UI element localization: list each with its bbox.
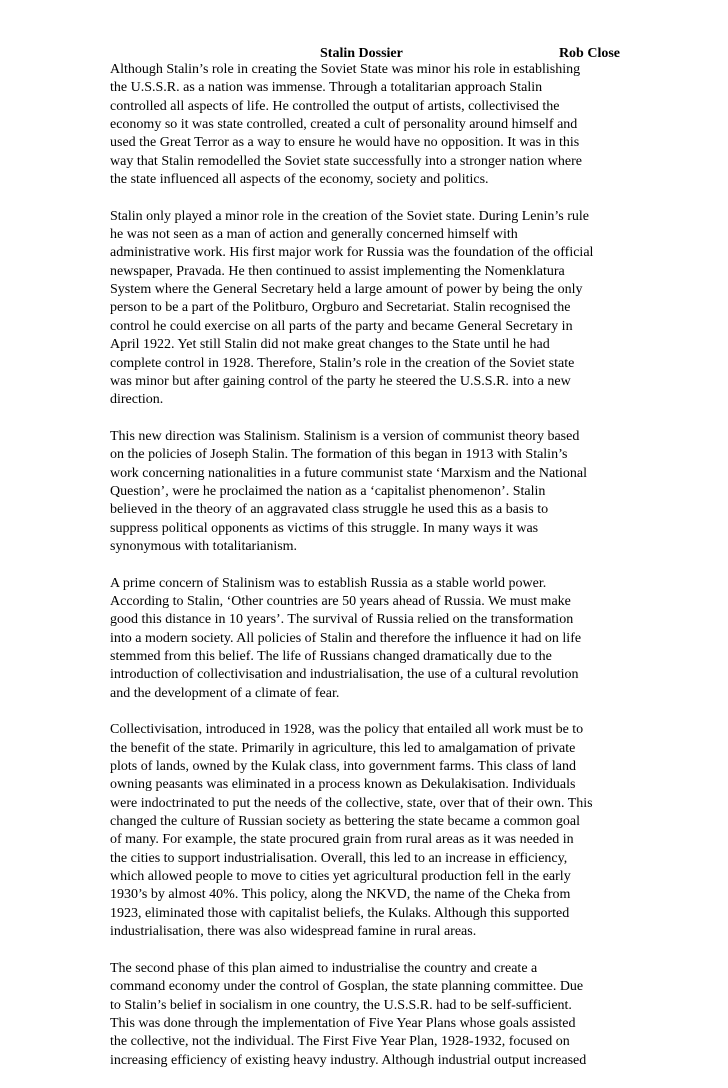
text-line: plots of lands, owned by the Kulak class, into government farms. This class of land (110, 759, 576, 775)
text-line: and the development of a climate of fear. (110, 685, 340, 701)
text-line: direction. (110, 392, 164, 408)
text-line: System where the General Secretary held a large amount of power by being the only (110, 282, 583, 298)
text-line: the collective, not the individual. The First Five Year Plan, 1928-1932, focused on (110, 1034, 570, 1050)
text-line: Collectivisation, introduced in 1928, was the policy that entailed all work must be to (110, 722, 584, 738)
text-line: suppress political opponents as victims of this struggle. In many ways it was (110, 520, 539, 536)
text-line: industrialisation, there was also widespread famine in rural areas. (110, 924, 477, 940)
text-line: April 1922. Yet still Stalin did not make great changes to the State until he had (110, 337, 550, 353)
text-line: way that Stalin remodelled the Soviet state successfully into a stronger nation where (110, 153, 582, 169)
text-line: the benefit of the state. Primarily in agriculture, this led to amalgamation of private (110, 740, 576, 756)
text-line: A prime concern of Stalinism was to establish Russia as a stable world power. (110, 575, 547, 591)
text-line: used the Great Terror as a way to ensure he would have no opposition. It was in this (110, 135, 580, 151)
document-body (110, 61, 620, 1088)
text-line: Although Stalin’s role in creating the Soviet State was minor his role in establishing (110, 62, 581, 77)
text-line: he was not seen as a man of action and generally concerned himself with (110, 227, 518, 243)
text-line: newspaper, Pravada. He then continued to assist implementing the Nomenklatura (110, 263, 565, 279)
text-line: The second phase of this plan aimed to industrialise the country and create a (110, 960, 538, 976)
text-line: person to be a part of the Politburo, Orgburo and Secretariat. Stalin recognised the (110, 300, 571, 316)
text-line: the U.S.S.R. as a nation was immense. Through a totalitarian approach Stalin (110, 80, 543, 96)
text-line: work concerning nationalities in a future communist state ‘Marxism and the National (110, 465, 588, 481)
text-line: to Stalin’s belief in socialism in one country, the U.S.S.R. had to be self-sufficient. (110, 997, 572, 1013)
text-line: were indoctrinated to put the needs of the collective, state, over that of their own. This (110, 795, 593, 811)
paragraph (110, 960, 620, 1070)
text-line: the state influenced all aspects of the economy, society and politics. (110, 172, 489, 188)
paragraph (110, 208, 620, 410)
author-name: Rob Close (558, 46, 620, 61)
text-line: on the policies of Joseph Stalin. The formation of this began in 1913 with Stalin’s (110, 447, 568, 463)
text-line: stemmed from this belief. The life of Russians changed dramatically due to the (110, 649, 552, 664)
text-line: 1923, eliminated those with capitalist beliefs, the Kulaks. Although this supported (110, 905, 570, 921)
text-line: increasing efficiency of existing heavy industry. Although industrial output increased (110, 1052, 587, 1068)
text-line: Question’, were he proclaimed the nation as a ‘capitalist phenomenon’. Stalin (110, 483, 546, 499)
text-line: This was done through the implementation of Five Year Plans whose goals assisted (110, 1015, 576, 1031)
text-line: which allowed people to move to cities yet agricultural production fell in the early (110, 869, 571, 885)
paragraph (110, 721, 620, 941)
text-line: command economy under the control of Gosplan, the state planning committee. Due (110, 979, 584, 995)
paragraph (110, 428, 620, 556)
paragraph (110, 61, 620, 189)
text-line: 1930’s by almost 40%. This policy, along the NKVD, the name of the Cheka from (110, 887, 571, 903)
text-line: This new direction was Stalinism. Stalinism is a version of communist theory based (110, 428, 580, 444)
document-title: Stalin Dossier (320, 46, 403, 61)
text-line: complete control in 1928. Therefore, Stalin’s role in the creation of the Soviet state (110, 355, 575, 371)
text-line: the cities to support industrialisation. Overall, this led to an increase in efficiency, (110, 850, 568, 866)
text-line: believed in the theory of an aggravated class struggle he used this as a basis to (110, 502, 549, 518)
text-line: control he could exercise on all parts of the party and became General Secretary in (110, 318, 573, 334)
text-line: Stalin only played a minor role in the creation of the Soviet state. During Lenin’s rule (110, 208, 589, 224)
text-line: controlled all aspects of life. He controlled the output of artists, collectivised the (110, 98, 560, 114)
text-line: changed the culture of Russian society as bettering the state became a common goal (110, 814, 581, 830)
text-line: good this distance in 10 years’. The survival of Russia relied on the transformation (110, 612, 574, 628)
text-line: administrative work. His first major work for Russia was the foundation of the official (110, 245, 594, 261)
text-line: owning peasants was eliminated in a process known as Dekulakisation. Individuals (110, 777, 576, 793)
text-line: synonymous with totalitarianism. (110, 538, 298, 554)
text-line: was minor but after gaining control of the party he steered the U.S.S.R. into a new (110, 373, 571, 389)
text-line: According to Stalin, ‘Other countries are 50 years ahead of Russia. We must make (110, 593, 571, 609)
text-line: economy so it was state controlled, created a cult of personality around himself and (110, 117, 578, 133)
paragraph (110, 575, 620, 703)
text-line: introduction of collectivisation and industrialisation, the use of a cultural revolution (110, 667, 579, 683)
text-line: into a modern society. All policies of Stalin and therefore the influence it had on life (110, 630, 582, 646)
text-line: of many. For example, the state procured grain from rural areas as it was needed in (110, 832, 574, 848)
